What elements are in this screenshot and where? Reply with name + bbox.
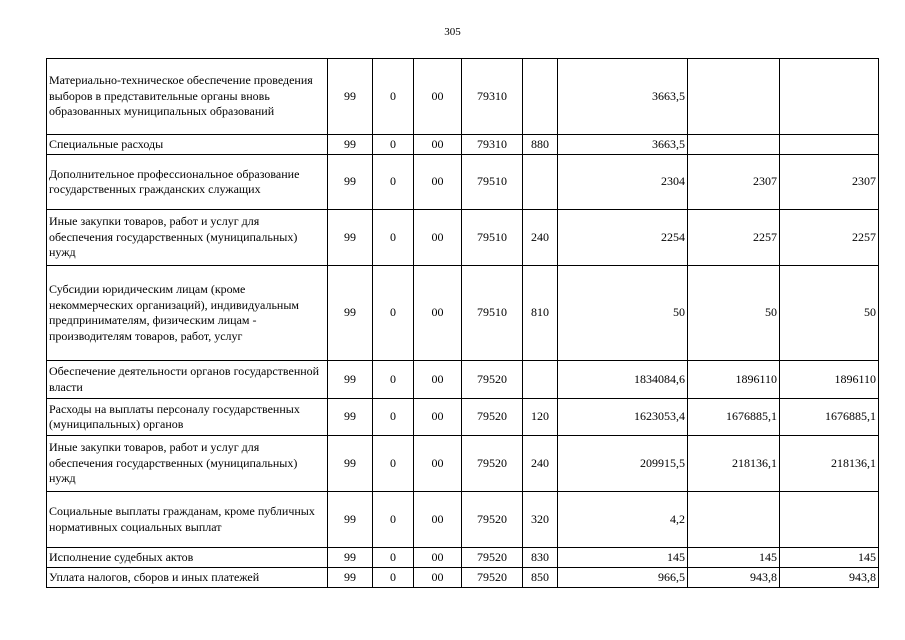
row-code-program: 00 [414, 492, 462, 548]
row-code-expense-type [523, 361, 558, 399]
table-row [47, 568, 879, 588]
table-row [47, 492, 879, 548]
row-code-item: 79520 [462, 548, 523, 568]
row-code-expense-type: 850 [523, 568, 558, 588]
row-code-item: 79510 [462, 266, 523, 361]
table-row [47, 155, 879, 210]
row-code-program: 00 [414, 155, 462, 210]
row-value-3: 1676885,1 [780, 399, 879, 436]
row-value-3: 2257 [780, 210, 879, 266]
row-name: Материально-техническое обеспечение проведения выборов в представительные органы вновь образованных муниципальных образований [47, 59, 328, 135]
row-code-program: 00 [414, 266, 462, 361]
row-value-3 [780, 135, 879, 155]
page-number: 305 [444, 26, 461, 38]
row-value-3 [780, 59, 879, 135]
row-code-item: 79520 [462, 492, 523, 548]
row-value-3: 943,8 [780, 568, 879, 588]
row-code-program: 00 [414, 548, 462, 568]
row-code-program: 00 [414, 399, 462, 436]
row-value-1: 3663,5 [558, 135, 688, 155]
row-value-1: 3663,5 [558, 59, 688, 135]
row-name: Субсидии юридическим лицам (кроме некоммерческих организаций), индивидуальным предпринимателям, физическим лицам - производителям товаров, работ, услуг [47, 266, 328, 361]
row-code-subsection: 0 [373, 492, 414, 548]
row-name: Дополнительное профессиональное образование государственных гражданских служащих [47, 155, 328, 210]
row-code-item: 79310 [462, 59, 523, 135]
row-code-section: 99 [328, 59, 373, 135]
row-code-expense-type: 880 [523, 135, 558, 155]
row-value-3: 50 [780, 266, 879, 361]
row-value-3: 2307 [780, 155, 879, 210]
row-name: Специальные расходы [47, 135, 328, 155]
row-name: Социальные выплаты гражданам, кроме публичных нормативных социальных выплат [47, 492, 328, 548]
row-value-1: 145 [558, 548, 688, 568]
row-value-3 [780, 492, 879, 548]
row-value-2 [688, 492, 780, 548]
row-value-1: 966,5 [558, 568, 688, 588]
row-code-expense-type [523, 59, 558, 135]
row-code-program: 00 [414, 210, 462, 266]
row-code-section: 99 [328, 266, 373, 361]
row-code-program: 00 [414, 361, 462, 399]
row-code-subsection: 0 [373, 59, 414, 135]
table-row [47, 361, 879, 399]
row-code-section: 99 [328, 548, 373, 568]
row-name: Обеспечение деятельности органов государственной власти [47, 361, 328, 399]
row-value-1: 209915,5 [558, 436, 688, 492]
table-row [47, 210, 879, 266]
row-code-subsection: 0 [373, 266, 414, 361]
row-code-program: 00 [414, 568, 462, 588]
row-value-2: 1896110 [688, 361, 780, 399]
row-code-section: 99 [328, 155, 373, 210]
row-name: Расходы на выплаты персоналу государственных (муниципальных) органов [47, 399, 328, 436]
row-code-item: 79520 [462, 399, 523, 436]
row-code-expense-type: 240 [523, 210, 558, 266]
row-code-program: 00 [414, 135, 462, 155]
row-code-item: 79520 [462, 436, 523, 492]
row-code-section: 99 [328, 399, 373, 436]
row-code-item: 79520 [462, 568, 523, 588]
row-value-1: 1623053,4 [558, 399, 688, 436]
row-name: Иные закупки товаров, работ и услуг для обеспечения государственных (муниципальных) нужд [47, 210, 328, 266]
row-value-2: 50 [688, 266, 780, 361]
row-value-1: 1834084,6 [558, 361, 688, 399]
row-value-3: 218136,1 [780, 436, 879, 492]
row-code-section: 99 [328, 436, 373, 492]
row-code-section: 99 [328, 492, 373, 548]
row-code-section: 99 [328, 361, 373, 399]
row-code-program: 00 [414, 59, 462, 135]
row-value-3: 145 [780, 548, 879, 568]
row-code-expense-type: 320 [523, 492, 558, 548]
row-value-2 [688, 135, 780, 155]
row-value-2: 943,8 [688, 568, 780, 588]
row-value-2: 2257 [688, 210, 780, 266]
budget-table [46, 58, 879, 588]
row-code-expense-type: 810 [523, 266, 558, 361]
row-name: Исполнение судебных актов [47, 548, 328, 568]
table-row [47, 59, 879, 135]
row-value-2: 218136,1 [688, 436, 780, 492]
row-value-1: 4,2 [558, 492, 688, 548]
row-value-2: 2307 [688, 155, 780, 210]
row-value-2: 145 [688, 548, 780, 568]
budget-table-body [47, 59, 879, 588]
row-name: Иные закупки товаров, работ и услуг для обеспечения государственных (муниципальных) нужд [47, 436, 328, 492]
row-code-section: 99 [328, 135, 373, 155]
row-name: Уплата налогов, сборов и иных платежей [47, 568, 328, 588]
row-code-subsection: 0 [373, 210, 414, 266]
table-row [47, 548, 879, 568]
row-code-expense-type [523, 155, 558, 210]
row-code-item: 79510 [462, 210, 523, 266]
row-code-subsection: 0 [373, 361, 414, 399]
row-code-section: 99 [328, 568, 373, 588]
row-code-subsection: 0 [373, 548, 414, 568]
row-code-subsection: 0 [373, 436, 414, 492]
row-code-expense-type: 120 [523, 399, 558, 436]
row-code-subsection: 0 [373, 399, 414, 436]
table-row [47, 266, 879, 361]
row-code-item: 79310 [462, 135, 523, 155]
row-value-3: 1896110 [780, 361, 879, 399]
row-code-expense-type: 830 [523, 548, 558, 568]
table-row [47, 135, 879, 155]
table-row [47, 436, 879, 492]
row-value-2 [688, 59, 780, 135]
row-code-subsection: 0 [373, 155, 414, 210]
row-value-2: 1676885,1 [688, 399, 780, 436]
row-code-expense-type: 240 [523, 436, 558, 492]
row-code-program: 00 [414, 436, 462, 492]
row-value-1: 50 [558, 266, 688, 361]
row-value-1: 2254 [558, 210, 688, 266]
row-code-item: 79520 [462, 361, 523, 399]
row-code-subsection: 0 [373, 135, 414, 155]
row-code-item: 79510 [462, 155, 523, 210]
row-code-subsection: 0 [373, 568, 414, 588]
table-row [47, 399, 879, 436]
row-code-section: 99 [328, 210, 373, 266]
row-value-1: 2304 [558, 155, 688, 210]
